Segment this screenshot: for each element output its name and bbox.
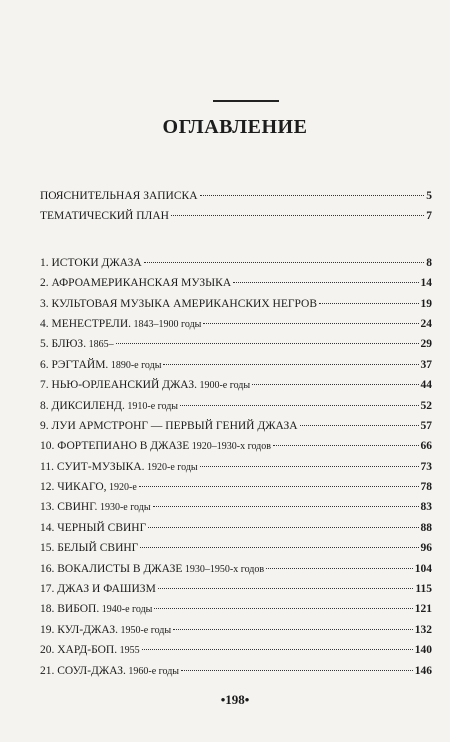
toc-entry-page: 66 <box>420 440 432 453</box>
toc-entry <box>40 298 432 318</box>
toc-entry <box>40 277 432 297</box>
toc-entry-title <box>40 420 298 432</box>
toc-entry <box>40 665 432 685</box>
toc-entry <box>40 190 432 210</box>
toc-entry-period: 1930-е годы <box>97 502 151 514</box>
toc-entry <box>40 400 432 420</box>
toc-entry-title <box>40 603 152 615</box>
toc-entry-page: 83 <box>420 501 432 514</box>
toc-entry-period: 1843–1900 годы <box>131 318 202 330</box>
toc-entry-heading: 15. БЕЛЫЙ СВИНГ <box>40 542 139 555</box>
dot-leader <box>153 506 419 507</box>
toc-entry-title <box>40 501 151 513</box>
dot-leader <box>148 527 418 528</box>
page-title: ОГЛАВЛЕНИЕ <box>162 116 308 138</box>
toc-entry-title <box>40 440 271 452</box>
dot-leader <box>319 303 418 304</box>
toc-entry-page: 5 <box>426 190 432 202</box>
section-gap <box>40 231 432 257</box>
toc-entry-title <box>40 210 169 222</box>
toc-entry-title <box>40 624 171 636</box>
toc-entry-page: 52 <box>420 399 432 412</box>
toc-entry-title <box>40 359 161 371</box>
toc-entry-page: 19 <box>420 297 432 310</box>
toc-entry-title <box>40 190 198 202</box>
toc-entry-page: 8 <box>426 256 432 269</box>
toc-entry-page: 115 <box>415 583 432 596</box>
dot-leader <box>171 215 424 216</box>
toc-entry <box>40 481 432 501</box>
dot-leader <box>233 282 418 283</box>
toc-entry-heading: 16. ВОКАЛИСТЫ В ДЖАЗЕ <box>40 562 183 575</box>
toc-entry-period: 1950-е годы <box>117 624 172 636</box>
toc-entry-page: 7 <box>426 210 432 223</box>
toc-entry-title <box>40 522 146 534</box>
chapter-list <box>40 257 432 685</box>
toc-entry <box>40 563 432 583</box>
dot-leader <box>142 649 413 650</box>
toc-entry-page: 37 <box>420 358 432 371</box>
toc-entry <box>40 624 432 644</box>
toc-entry-heading: 4. МЕНЕСТРЕЛИ. <box>40 317 132 330</box>
dot-leader <box>200 466 419 467</box>
dot-leader <box>144 262 425 263</box>
toc-entry-page: 57 <box>420 419 432 432</box>
toc-entry-heading: 11. СУИТ-МУЗЫКА. <box>40 460 145 473</box>
title-rule <box>213 100 279 102</box>
page-number: •198• <box>220 692 250 707</box>
toc-entry-title <box>40 257 142 269</box>
dot-leader <box>181 670 413 671</box>
dot-leader <box>173 629 413 630</box>
dot-leader <box>273 445 419 446</box>
dot-leader <box>140 547 418 548</box>
toc-entry-heading: 1. ИСТОКИ ДЖАЗА <box>40 256 142 269</box>
toc-entry-period: 1930–1950-х годов <box>182 563 265 575</box>
dot-leader <box>163 364 418 365</box>
toc-entry-title <box>40 461 198 473</box>
toc-entry-page: 73 <box>420 460 432 473</box>
toc-entry-title <box>40 400 178 412</box>
toc-entry-heading: 9. ЛУИ АРМСТРОНГ — ПЕРВЫЙ ГЕНИЙ ДЖАЗА <box>40 419 298 432</box>
toc-entry-page: 14 <box>420 277 432 290</box>
toc-entry-page: 146 <box>414 664 432 677</box>
toc-entry <box>40 420 432 440</box>
toc-entry-period: 1910-е годы <box>124 400 178 412</box>
toc-entry-page: 44 <box>420 379 432 392</box>
toc-entry-page: 29 <box>420 338 432 351</box>
toc-entry-heading: 8. ДИКСИЛЕНД. <box>40 399 125 412</box>
toc-entry-heading: 3. КУЛЬТОВАЯ МУЗЫКА АМЕРИКАНСКИХ НЕГРОВ <box>40 297 318 310</box>
toc-entry <box>40 461 432 481</box>
toc-entry-heading: 21. СОУЛ-ДЖАЗ. <box>40 664 126 677</box>
toc-entry <box>40 359 432 379</box>
toc-entry-heading: 18. ВИБОП. <box>40 603 100 616</box>
front-matter-list <box>40 190 432 231</box>
dot-leader <box>200 195 425 196</box>
toc-entry-heading: ТЕМАТИЧЕСКИЙ ПЛАН <box>40 210 169 223</box>
dot-leader <box>139 486 419 487</box>
toc-entry-title <box>40 338 114 350</box>
dot-leader <box>266 568 413 569</box>
toc-entry-period: 1865– <box>86 339 114 351</box>
toc-entry-page: 78 <box>420 481 432 494</box>
dot-leader <box>180 405 419 406</box>
toc-entry-title <box>40 481 137 493</box>
toc-entry <box>40 379 432 399</box>
toc-entry-heading: 5. БЛЮЗ. <box>40 338 87 351</box>
toc-entry-heading: 2. АФРОАМЕРИКАНСКАЯ МУЗЫКА <box>40 277 232 290</box>
toc-entry-heading: 17. ДЖАЗ И ФАШИЗМ <box>40 583 156 596</box>
toc-entry-title <box>40 318 201 330</box>
toc-entry-period: 1920–1930-х годов <box>189 441 271 453</box>
dot-leader <box>300 425 419 426</box>
toc-entry-page: 140 <box>414 644 432 657</box>
toc-entry-title <box>40 277 231 289</box>
toc-entry-page: 132 <box>414 623 432 636</box>
toc-entry-page: 88 <box>420 521 432 534</box>
toc-entry-title <box>40 379 250 391</box>
toc-entry-title <box>40 665 179 677</box>
dot-leader <box>154 608 412 609</box>
toc-entry-period: 1955 <box>117 645 140 657</box>
toc-entry-page: 121 <box>414 603 432 616</box>
toc-entry <box>40 440 432 460</box>
toc-entry <box>40 583 432 603</box>
toc-entry-heading: 13. СВИНГ. <box>40 501 98 514</box>
toc-entry-period: 1960-е годы <box>125 665 179 677</box>
toc-entry-period: 1920-е <box>106 482 137 494</box>
toc-entry-period: 1920-е годы <box>144 461 198 473</box>
toc-entry-heading: ПОЯСНИТЕЛЬНАЯ ЗАПИСКА <box>40 190 198 202</box>
toc-entry-heading: 14. ЧЕРНЫЙ СВИНГ <box>40 521 147 534</box>
dot-leader <box>252 384 418 385</box>
toc-entry <box>40 338 432 358</box>
toc-entry-page: 24 <box>420 317 432 330</box>
toc-entry <box>40 644 432 664</box>
toc-entry-page: 104 <box>414 562 432 575</box>
toc-entry-period: 1940-е годы <box>99 604 153 616</box>
toc-entry <box>40 542 432 562</box>
toc-entry-title <box>40 644 140 656</box>
toc-entry <box>40 522 432 542</box>
toc-entry-heading: 10. ФОРТЕПИАНО В ДЖАЗЕ <box>40 440 190 453</box>
toc-entry <box>40 501 432 521</box>
toc-entry-heading: 12. ЧИКАГО, <box>40 481 107 494</box>
dot-leader <box>158 588 414 589</box>
toc-entry-title <box>40 298 317 310</box>
toc-entry <box>40 257 432 277</box>
toc-entry-title <box>40 542 138 554</box>
dot-leader <box>116 343 419 344</box>
toc-entry-heading: 19. КУЛ-ДЖАЗ. <box>40 623 118 636</box>
toc-entry-heading: 6. РЭГТАЙМ. <box>40 358 109 371</box>
toc-entry-page: 96 <box>420 542 432 555</box>
toc-entry-heading: 20. ХАРД-БОП. <box>40 644 118 657</box>
toc-entry-title <box>40 583 156 595</box>
toc-entry <box>40 603 432 623</box>
dot-leader <box>203 323 418 324</box>
toc-entry <box>40 318 432 338</box>
toc-entry-period: 1890-е годы <box>108 359 162 371</box>
toc-entry-heading: 7. НЬЮ-ОРЛЕАНСКИЙ ДЖАЗ. <box>40 379 197 392</box>
table-of-contents <box>40 190 432 685</box>
toc-entry-title <box>40 563 264 575</box>
toc-entry <box>40 210 432 230</box>
toc-entry-period: 1900-е годы <box>196 380 251 392</box>
